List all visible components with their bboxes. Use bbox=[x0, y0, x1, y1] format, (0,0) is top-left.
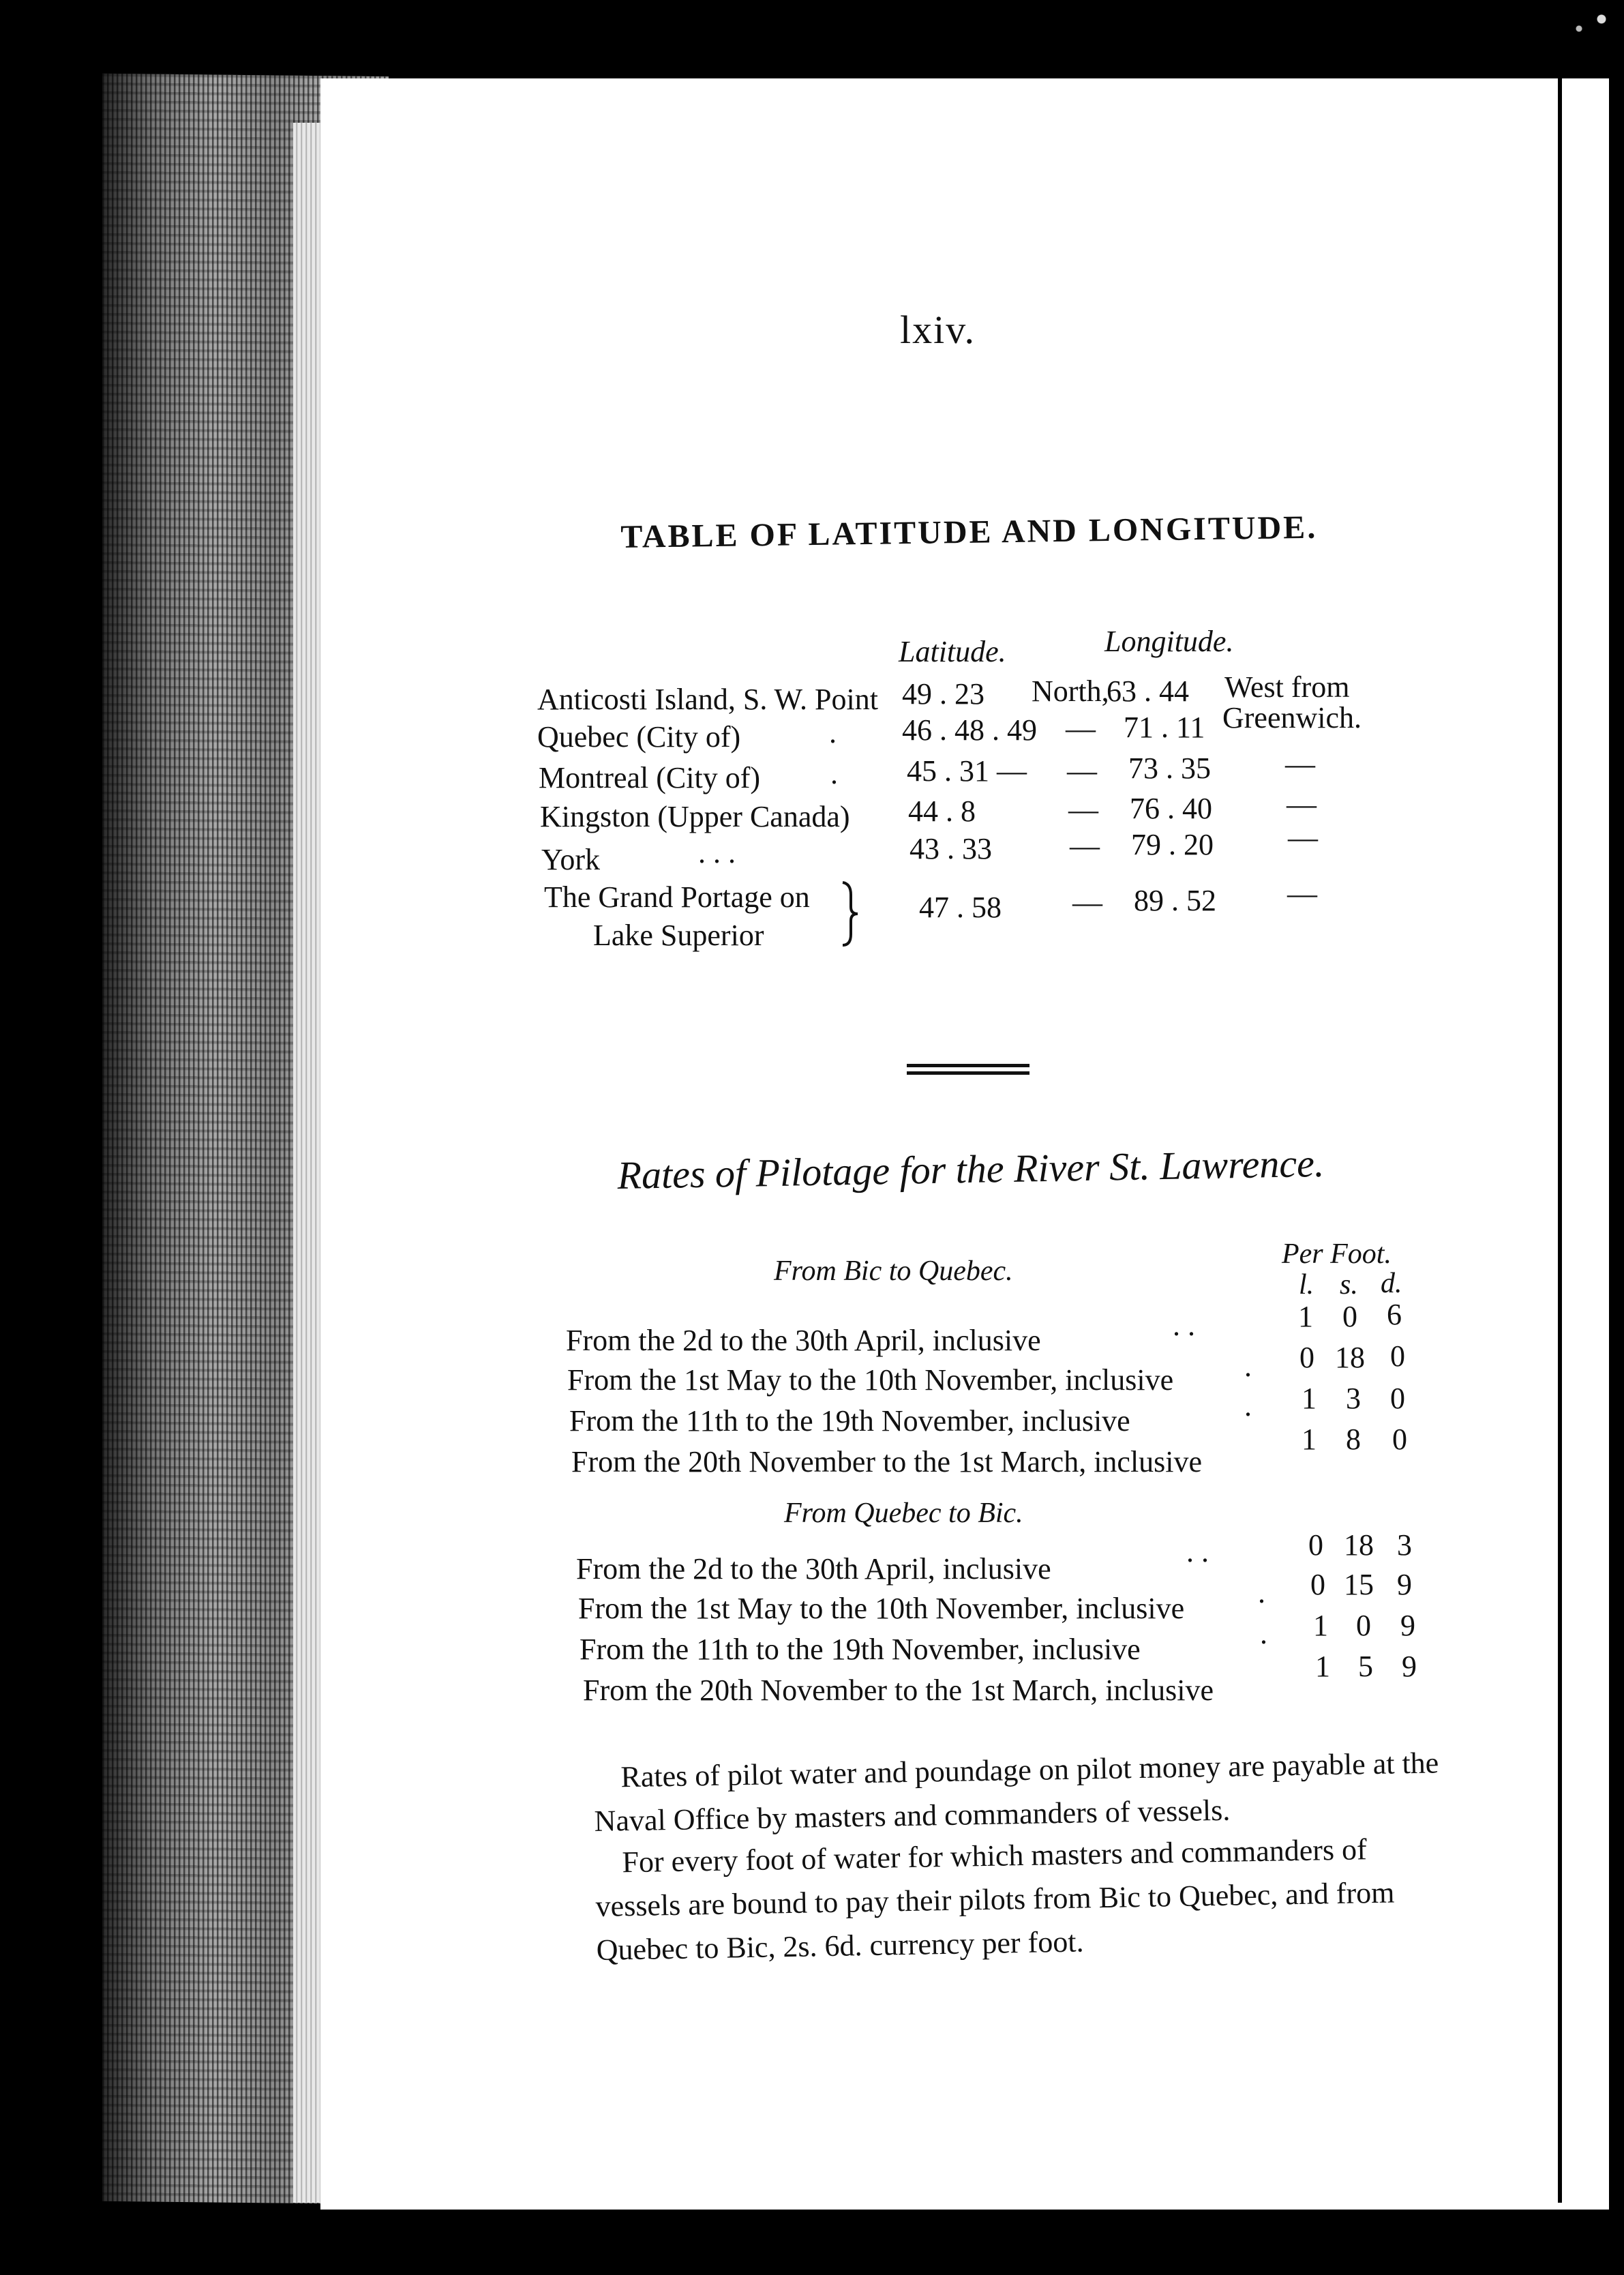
place-name: Quebec (City of) bbox=[537, 720, 741, 754]
longitude-value: 76 . 40 bbox=[1130, 792, 1212, 825]
rate-shillings: 18 bbox=[1344, 1528, 1374, 1562]
leader-dots: . bbox=[1244, 1350, 1252, 1383]
rate-description: From the 1st May to the 10th November, inclusive bbox=[578, 1592, 1185, 1625]
latitude-direction: — bbox=[1067, 754, 1097, 788]
longitude-direction: — bbox=[1287, 788, 1317, 821]
longitude-value: 71 . 11 bbox=[1124, 711, 1205, 744]
longitude-value: 89 . 52 bbox=[1134, 884, 1216, 917]
longitude-direction: — bbox=[1287, 877, 1317, 910]
longitude-direction: — bbox=[1288, 821, 1318, 854]
paragraph-per-foot-rate: For every foot of water for which masters and commanders of vessels are bound to pay their pilots from Bic to Quebec, and from Quebec to Bic, 2s. 6d. currency per foot. bbox=[595, 1832, 1395, 1967]
rate-pence: 9 bbox=[1400, 1609, 1415, 1642]
place-name-line2: Lake Superior bbox=[593, 919, 764, 952]
rate-pence: 3 bbox=[1397, 1528, 1412, 1562]
place-name: The Grand Portage on bbox=[544, 880, 810, 914]
longitude-direction: West from bbox=[1224, 670, 1350, 704]
longitude-direction: — bbox=[1285, 747, 1315, 781]
rate-pounds: 0 bbox=[1299, 1341, 1314, 1374]
longitude-direction: Greenwich. bbox=[1222, 701, 1362, 734]
rate-shillings: 18 bbox=[1335, 1341, 1365, 1374]
scan-artifact bbox=[1549, 0, 1624, 48]
leader-dots: . bbox=[829, 716, 837, 749]
rate-pounds: 1 bbox=[1313, 1609, 1328, 1642]
rate-pence: 0 bbox=[1390, 1339, 1405, 1373]
rate-pence: 6 bbox=[1387, 1298, 1402, 1331]
latitude-value: 47 . 58 bbox=[919, 891, 1002, 924]
longitude-value: 79 . 20 bbox=[1131, 828, 1214, 861]
rate-pounds: 0 bbox=[1308, 1528, 1323, 1562]
rate-pence: 9 bbox=[1397, 1568, 1412, 1601]
paragraph-pilot-water: Rates of pilot water and poundage on pilot money are payable at the Naval Office by masters and commanders of vessels. bbox=[594, 1746, 1439, 1838]
rate-shillings: 8 bbox=[1346, 1423, 1361, 1456]
rate-description: From the 11th to the 19th November, inclusive bbox=[569, 1404, 1130, 1438]
rate-pounds: 1 bbox=[1302, 1382, 1317, 1415]
longitude-value: 63 . 44 bbox=[1107, 674, 1189, 708]
rate-description: From the 20th November to the 1st March, inclusive bbox=[583, 1674, 1214, 1707]
brace-icon bbox=[837, 880, 864, 948]
leader-dots: . . bbox=[1173, 1309, 1195, 1342]
longitude-value: 73 . 35 bbox=[1128, 752, 1211, 785]
leader-dots: . bbox=[1260, 1617, 1267, 1650]
per-foot-header: Per Foot. bbox=[1282, 1238, 1392, 1270]
latitude-value: 49 . 23 bbox=[902, 677, 984, 711]
latitude-direction: — bbox=[1068, 793, 1098, 827]
latitude-direction: — bbox=[1070, 829, 1100, 863]
rate-shillings: 15 bbox=[1344, 1568, 1374, 1601]
rate-shillings: 5 bbox=[1358, 1650, 1373, 1683]
section-heading-bic-to-quebec: From Bic to Quebec. bbox=[774, 1255, 1013, 1287]
rate-pounds: 1 bbox=[1315, 1650, 1330, 1683]
rate-pounds: 1 bbox=[1298, 1300, 1313, 1333]
place-name: York bbox=[541, 843, 601, 876]
latitude-value: 45 . 31 — bbox=[907, 754, 1027, 788]
page-number: lxiv. bbox=[900, 308, 976, 352]
double-rule-divider bbox=[907, 1064, 1029, 1075]
rate-pounds: 0 bbox=[1310, 1568, 1325, 1601]
rate-pence: 0 bbox=[1392, 1423, 1407, 1456]
latitude-direction: — bbox=[1072, 886, 1102, 919]
latitude-direction: North, bbox=[1032, 674, 1109, 708]
rate-description: From the 20th November to the 1st March, inclusive bbox=[571, 1445, 1203, 1478]
unit-pounds: l. bbox=[1299, 1269, 1314, 1300]
leader-dots: . bbox=[1258, 1576, 1265, 1609]
page-edge-rule bbox=[1558, 75, 1562, 2203]
longitude-header: Longitude. bbox=[1104, 625, 1234, 658]
latlon-table-title: TABLE OF LATITUDE AND LONGITUDE. bbox=[620, 509, 1318, 555]
rate-pence: 0 bbox=[1390, 1382, 1405, 1415]
latitude-value: 46 . 48 . 49 bbox=[902, 713, 1037, 747]
latitude-header: Latitude. bbox=[899, 635, 1006, 668]
leader-dots: . . bbox=[1186, 1535, 1209, 1568]
rate-shillings: 3 bbox=[1346, 1382, 1361, 1415]
place-name: Kingston (Upper Canada) bbox=[540, 800, 850, 833]
section-heading-quebec-to-bic: From Quebec to Bic. bbox=[784, 1498, 1023, 1529]
latitude-value: 43 . 33 bbox=[909, 832, 992, 865]
rate-description: From the 1st May to the 10th November, inclusive bbox=[567, 1363, 1174, 1397]
rate-description: From the 2d to the 30th April, inclusive bbox=[566, 1324, 1041, 1357]
leader-dots: . . . bbox=[698, 836, 736, 869]
rate-description: From the 11th to the 19th November, inclusive bbox=[580, 1633, 1141, 1666]
rate-description: From the 2d to the 30th April, inclusive bbox=[576, 1552, 1051, 1586]
pilotage-title: Rates of Pilotage for the River St. Lawrence. bbox=[617, 1140, 1325, 1198]
rate-pence: 9 bbox=[1402, 1650, 1417, 1683]
place-name: Anticosti Island, S. W. Point bbox=[537, 683, 878, 716]
leader-dots: . bbox=[830, 757, 838, 790]
unit-pence: d. bbox=[1381, 1268, 1402, 1299]
rate-shillings: 0 bbox=[1356, 1609, 1371, 1642]
latitude-direction: — bbox=[1066, 712, 1096, 745]
latitude-value: 44 . 8 bbox=[908, 794, 976, 828]
place-name: Montreal (City of) bbox=[539, 761, 761, 794]
unit-shillings: s. bbox=[1340, 1269, 1358, 1300]
rate-shillings: 0 bbox=[1342, 1300, 1357, 1333]
rate-pounds: 1 bbox=[1302, 1423, 1317, 1456]
leader-dots: . bbox=[1244, 1389, 1252, 1423]
